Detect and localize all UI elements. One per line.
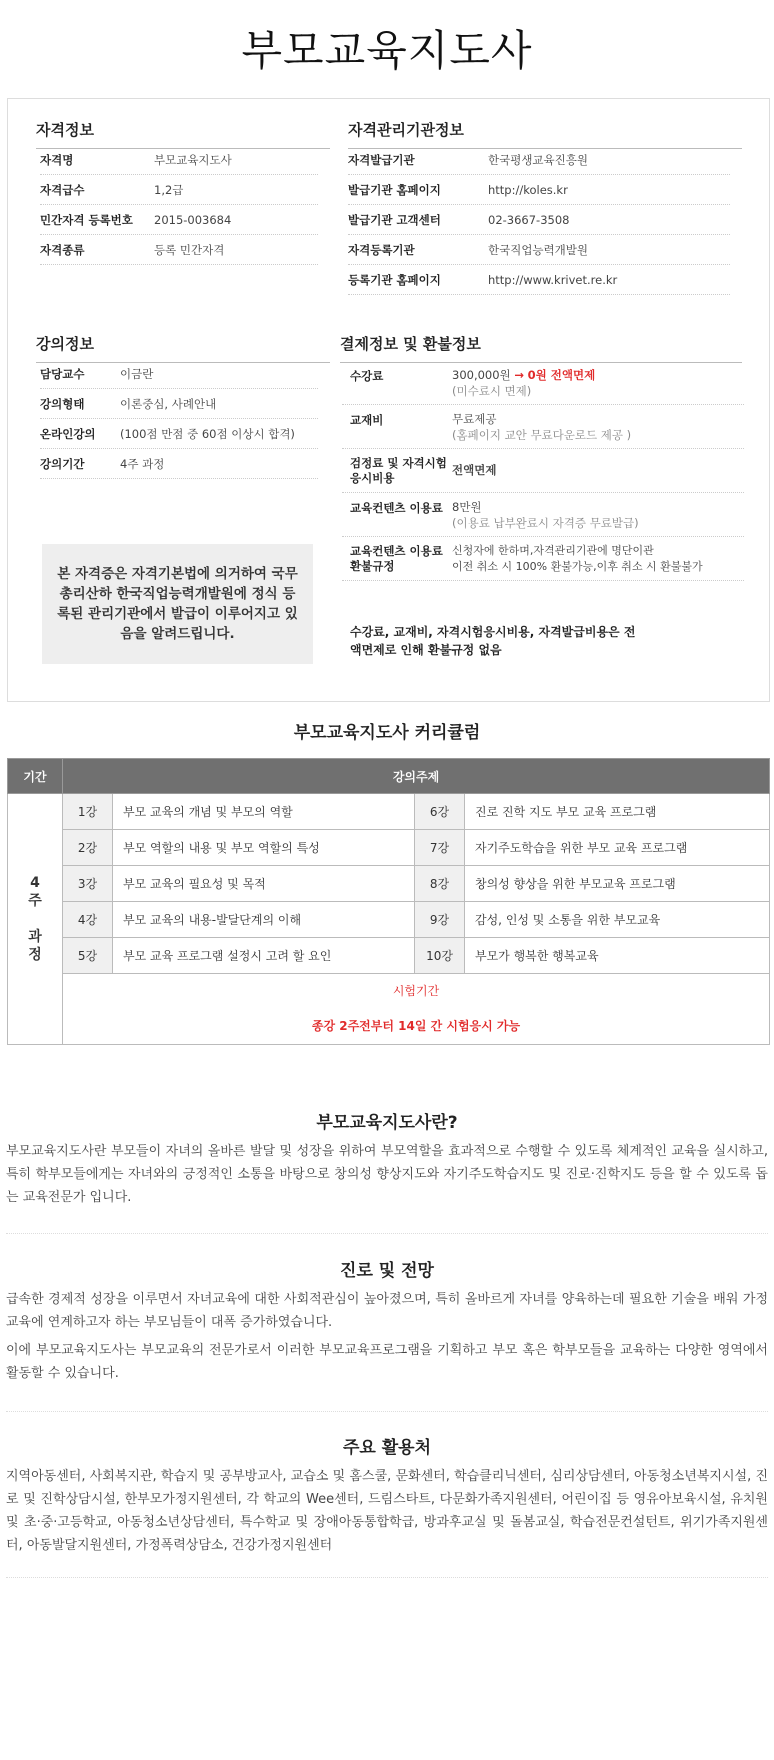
qual-row <box>40 235 318 265</box>
qual-key: 자격종류 <box>40 242 85 257</box>
qual-row <box>40 175 318 205</box>
lecture-value: 이금란 <box>120 366 154 381</box>
lecture-number: 5강 <box>63 938 113 974</box>
lecture-number: 1강 <box>63 794 113 830</box>
qual-key: 민간자격 등록번호 <box>40 212 133 227</box>
exam-fee-key: 검정료 및 자격시험 응시비용 <box>350 456 447 485</box>
lecture-value: 4주 과정 <box>120 456 165 471</box>
lecture-row <box>40 389 318 419</box>
tuition-free: 0원 전액면제 <box>527 368 596 382</box>
qual-value: 2015-003684 <box>154 212 232 227</box>
agency-value: 02-3667-3508 <box>488 212 570 227</box>
agency-homepage-link[interactable]: http://koles.kr <box>488 182 568 197</box>
payment-info-heading: 결제정보 및 환불정보 <box>340 333 742 363</box>
lecture-topic: 창의성 향상을 위한 부모교육 프로그램 <box>465 866 770 902</box>
period-unit: 주 <box>28 893 42 909</box>
period-header: 기간 <box>8 759 63 794</box>
tuition-price: 300,000원 <box>452 368 511 382</box>
curriculum-table <box>7 758 770 1045</box>
lecture-topic: 부모 교육의 필요성 및 목적 <box>113 866 415 902</box>
exam-fee-value: 전액면제 <box>452 463 497 477</box>
qual-value: 1,2급 <box>154 182 184 197</box>
exam-cell <box>63 974 770 1045</box>
period-cell <box>8 794 63 1045</box>
agency-row <box>348 205 730 235</box>
qual-row <box>40 205 318 235</box>
qual-key: 자격급수 <box>40 182 85 197</box>
lecture-value: 이론중심, 사례안내 <box>120 396 217 411</box>
textbook-key: 교재비 <box>350 413 384 427</box>
lecture-value: (100점 만점 중 60점 이상시 합격) <box>120 426 295 441</box>
section-divider <box>6 1233 768 1234</box>
lecture-topic: 감성, 인성 및 소통을 위한 부모교육 <box>465 902 770 938</box>
career-title: 진로 및 전망 <box>340 1261 434 1281</box>
what-is-title: 부모교육지도사란? <box>316 1113 458 1133</box>
lecture-number: 2강 <box>63 830 113 866</box>
agency-info-heading: 자격관리기관정보 <box>348 119 742 149</box>
table-row <box>8 830 770 866</box>
what-is-text: 부모교육지도사란 부모들이 자녀의 올바른 발달 및 성장을 위하여 부모역할을 효과적으로 수행할 수 있도록 체계적인 교육을 실시하고, 특히 학부모들에게는 자녀와의 긍정적인 소통을 바탕으로 창의성 향상지도와 자기주도학습지도 및 진로·진학지도 등을 할 수 있도록 돕는 교육전문가 입니다. <box>6 1144 768 1205</box>
usage-title: 주요 활용처 <box>342 1438 432 1458</box>
lecture-topic: 부모가 행복한 행복교육 <box>465 938 770 974</box>
lecture-key: 담당교수 <box>40 366 85 381</box>
refund-footer: 수강료, 교재비, 자격시험응시비용, 자격발급비용은 전액면제로 인해 환불규정 없음 <box>350 625 636 657</box>
lecture-number: 10강 <box>415 938 465 974</box>
lecture-topic: 진로 진학 지도 부모 교육 프로그램 <box>465 794 770 830</box>
exam-fee-row <box>342 449 744 493</box>
section-divider <box>6 1411 768 1412</box>
refund-key: 교육컨텐츠 이용료 환불규정 <box>350 544 443 573</box>
tuition-key: 수강료 <box>350 369 384 383</box>
refund-line-1: 신청자에 한하며,자격관리기관에 명단이관 <box>452 544 654 557</box>
lecture-topic: 부모 역할의 내용 및 부모 역할의 특성 <box>113 830 415 866</box>
lecture-topic: 부모 교육의 개념 및 부모의 역할 <box>113 794 415 830</box>
content-fee-note: (이용료 납부완료시 자격증 무료발급) <box>452 516 639 530</box>
lecture-key: 강의형태 <box>40 396 85 411</box>
agency-value: 한국직업능력개발원 <box>488 242 588 257</box>
agency-row <box>348 145 730 175</box>
tuition-arrow: → <box>514 368 524 382</box>
textbook-value: 무료제공 <box>452 412 497 426</box>
career-text-2: 이에 부모교육지도사는 부모교육의 전문가로서 이러한 부모교육프로그램을 기획하고 부모 혹은 학부모들을 교육하는 다양한 영역에서 활동할 수 있습니다. <box>6 1343 768 1381</box>
period-course-1: 과 <box>28 929 42 945</box>
lecture-row <box>40 449 318 479</box>
exam-row <box>8 974 770 1045</box>
table-row <box>8 902 770 938</box>
certification-notice: 본 자격증은 자격기본법에 의거하여 국무총리산하 한국직업능력개발원에 정식 등록된 관리기관에서 발급이 이루어지고 있음을 알려드립니다. <box>42 544 313 664</box>
lecture-key: 강의기간 <box>40 456 85 471</box>
tuition-row <box>342 361 744 405</box>
career-text-1: 급속한 경제적 성장을 이루면서 자녀교육에 대한 사회적관심이 높아졌으며, 특히 올바르게 자녀를 양육하는데 필요한 기술을 배워 가정교육에 연계하고자 하는 부모님들이 대폭 증가하였습니다. <box>6 1292 768 1330</box>
agency-row <box>348 235 730 265</box>
lecture-topic: 부모 교육 프로그램 설정시 고려 할 요인 <box>113 938 415 974</box>
lecture-info-heading: 강의정보 <box>36 333 330 363</box>
qual-key: 자격명 <box>40 152 74 167</box>
lecture-row <box>40 419 318 449</box>
exam-desc: 종강 2주전부터 14일 간 시험응시 가능 <box>311 1019 521 1033</box>
lecture-number: 6강 <box>415 794 465 830</box>
qual-value: 등록 민간자격 <box>154 242 225 257</box>
agency-value: 한국평생교육진흥원 <box>488 152 588 167</box>
lecture-number: 3강 <box>63 866 113 902</box>
curriculum-header-row <box>8 759 770 794</box>
agency-row <box>348 175 730 205</box>
agency-row <box>348 265 730 295</box>
agency-key: 자격발급기관 <box>348 152 415 167</box>
qual-info-heading: 자격정보 <box>36 119 330 149</box>
table-row <box>8 866 770 902</box>
registry-homepage-link[interactable]: http://www.krivet.re.kr <box>488 272 618 287</box>
qual-value: 부모교육지도사 <box>154 152 232 167</box>
info-box <box>7 98 770 702</box>
refund-line-2: 이전 취소 시 100% 환불가능,이후 취소 시 환불불가 <box>452 560 703 573</box>
lecture-number: 7강 <box>415 830 465 866</box>
period-course-2: 정 <box>28 947 42 963</box>
period-number: 4 <box>30 875 40 891</box>
textbook-row <box>342 405 744 449</box>
lecture-topic: 자기주도학습을 위한 부모 교육 프로그램 <box>465 830 770 866</box>
lecture-key: 온라인강의 <box>40 426 96 441</box>
agency-key: 발급기관 홈페이지 <box>348 182 441 197</box>
section-divider <box>6 1577 768 1578</box>
refund-row <box>342 537 744 581</box>
agency-key: 발급기관 고객센터 <box>348 212 441 227</box>
page-title: 부모교육지도사 <box>241 26 533 75</box>
agency-key: 등록기관 홈페이지 <box>348 272 441 287</box>
table-row <box>8 794 770 830</box>
curriculum-title: 부모교육지도사 커리큘럼 <box>293 723 481 743</box>
lecture-number: 8강 <box>415 866 465 902</box>
content-fee-key: 교육컨텐츠 이용료 <box>350 501 443 515</box>
lecture-number: 9강 <box>415 902 465 938</box>
lecture-number: 4강 <box>63 902 113 938</box>
exam-label: 시험기간 <box>392 984 440 998</box>
table-row <box>8 938 770 974</box>
usage-text: 지역아동센터, 사회복지관, 학습지 및 공부방교사, 교습소 및 홈스쿨, 문화센터, 학습클리닉센터, 심리상담센터, 아동청소년복지시설, 진로 및 진학상담시설, 한부모가정지원센터, 각 학교의 Wee센터, 드림스타트, 다문화가족지원센터, 어린이집 등 영유아보육시설, 유치원 및 초·중·고등학교, 아동청소년상담센터, 특수학교 및 장애아동통합학급, 방과후교실 및 돌봄교실, 학습전문컨설턴트, 위기가족지원센터, 아동발달지원센터, 가정폭력상담소, 건강가정지원센터 <box>6 1469 768 1553</box>
lecture-topic: 부모 교육의 내용-발달단계의 이해 <box>113 902 415 938</box>
topic-header: 강의주제 <box>63 759 770 794</box>
qual-row <box>40 145 318 175</box>
content-fee-value: 8만원 <box>452 500 482 514</box>
content-fee-row <box>342 493 744 537</box>
lecture-row <box>40 359 318 389</box>
agency-key: 자격등록기관 <box>348 242 415 257</box>
tuition-note: (미수료시 면제) <box>452 384 532 398</box>
textbook-note: (홈페이지 교안 무료다운로드 제공 ) <box>452 428 632 442</box>
